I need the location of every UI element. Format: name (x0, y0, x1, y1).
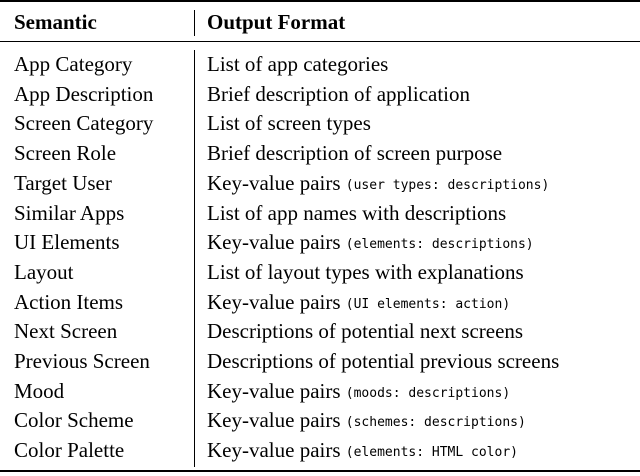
format-code: (schemes: descriptions) (345, 415, 526, 431)
table-row (0, 347, 640, 377)
table-row (0, 258, 640, 288)
semantic-cell: Screen Role (14, 141, 117, 166)
table-row (0, 80, 640, 110)
table-row (0, 317, 640, 347)
table-row (0, 377, 640, 407)
table-row (0, 406, 640, 436)
format-text: Brief description of screen purpose (207, 141, 503, 166)
format-text: Descriptions of potential next screens (207, 319, 524, 344)
table-row (0, 288, 640, 318)
format-text: Key-value pairs (207, 438, 341, 463)
format-code: (elements: descriptions) (345, 237, 534, 253)
semantic-cell: Similar Apps (14, 200, 125, 225)
format-text: List of screen types (207, 111, 371, 136)
semantic-cell: App Description (14, 81, 154, 106)
semantic-cell: Action Items (14, 289, 124, 314)
output-format-cell (207, 317, 523, 347)
format-text: List of app names with descriptions (207, 200, 507, 225)
semantic-cell: Screen Category (14, 111, 154, 136)
semantic-cell: Next Screen (14, 319, 118, 344)
semantic-cell: Color Palette (14, 438, 125, 463)
output-format-cell (207, 169, 549, 201)
header-semantic: Semantic (14, 10, 97, 34)
format-text: Key-value pairs (207, 378, 341, 403)
format-text: Key-value pairs (207, 289, 341, 314)
table-row (0, 139, 640, 169)
table-row (0, 50, 640, 80)
semantic-cell: App Category (14, 52, 133, 76)
semantic-cell: Layout (14, 259, 74, 284)
table-row (0, 228, 640, 258)
output-format-cell (207, 436, 518, 468)
output-format-cell (207, 109, 371, 139)
format-code: (elements: HTML color) (345, 445, 518, 461)
header-output-format: Output Format (207, 10, 346, 34)
output-format-cell (207, 258, 524, 288)
format-text: Key-value pairs (207, 408, 341, 433)
format-code: (user types: descriptions) (345, 177, 550, 193)
output-format-cell (207, 347, 559, 377)
semantic-cell: UI Elements (14, 230, 120, 255)
header-column-separator (194, 10, 195, 36)
table-row (0, 436, 640, 466)
semantic-cell: Target User (14, 170, 112, 195)
semantic-cell: Mood (14, 378, 65, 403)
output-format-cell (207, 80, 470, 110)
semantic-cell: Color Scheme (14, 408, 134, 433)
output-format-cell (207, 50, 388, 80)
top-rule (0, 0, 640, 2)
format-text: Key-value pairs (207, 170, 341, 195)
semantic-cell: Previous Screen (14, 349, 150, 373)
output-format-cell (207, 288, 510, 320)
output-format-cell (207, 377, 510, 409)
format-text: Key-value pairs (207, 230, 341, 255)
output-format-cell (207, 139, 502, 169)
format-code: (UI elements: action) (345, 296, 511, 312)
bottom-rule (0, 470, 640, 472)
format-text: Descriptions of potential previous screens (207, 349, 560, 373)
table-row (0, 199, 640, 229)
format-text: List of layout types with explanations (207, 259, 524, 284)
output-format-cell (207, 406, 526, 438)
format-text: Brief description of application (207, 81, 471, 106)
table-row (0, 109, 640, 139)
output-format-cell (207, 199, 506, 229)
output-format-cell (207, 228, 534, 260)
format-code: (moods: descriptions) (345, 385, 511, 401)
table-row (0, 169, 640, 199)
header-rule (0, 41, 640, 42)
format-text: List of app categories (207, 52, 389, 76)
